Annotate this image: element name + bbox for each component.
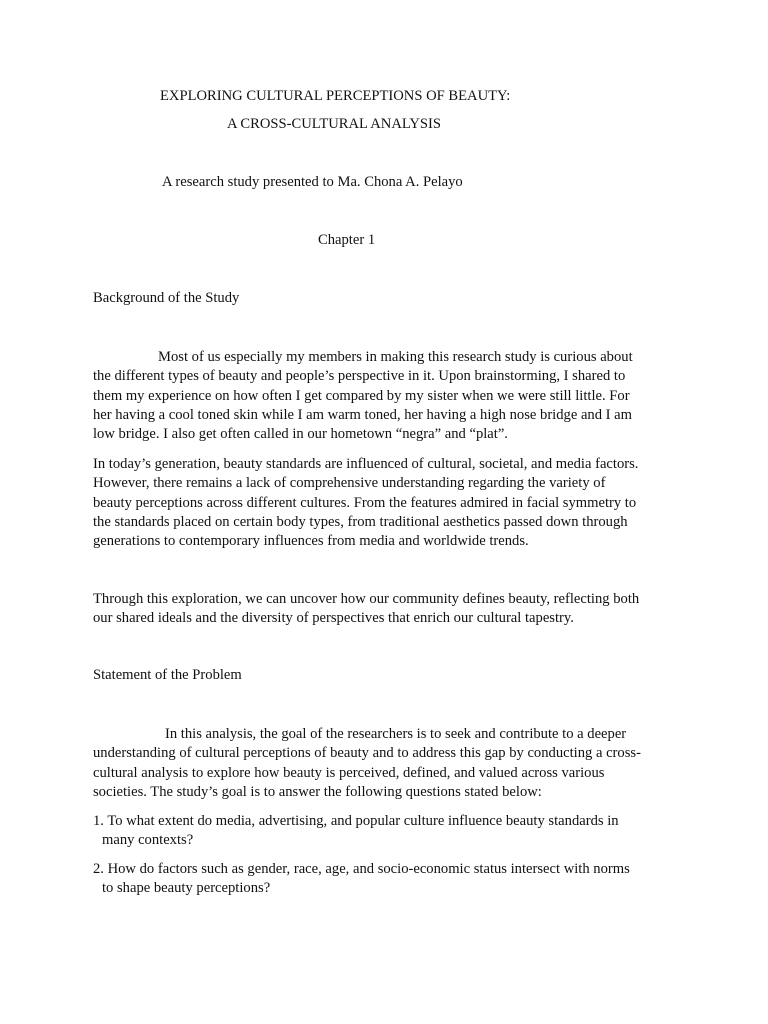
text-line: generations to contemporary influences from media and worldwide trends.: [93, 533, 529, 550]
text-line: In today’s generation, beauty standards are influenced of cultural, societal, and media factors.: [93, 456, 639, 472]
text-line: many contexts?: [102, 832, 194, 849]
text-line: them my experience on how often I get compared by my sister when we were still little. For: [93, 387, 630, 404]
text-line: our shared ideals and the diversity of perspectives that enrich our cultural tapestry.: [93, 610, 574, 627]
text-line: societies. The study’s goal is to answer the following questions stated below:: [93, 783, 542, 800]
title-line-2: A CROSS-CULTURAL ANALYSIS: [227, 116, 441, 132]
text-line: In this analysis, the goal of the researchers is to seek and contribute to a deeper: [165, 726, 627, 742]
problem-heading: Statement of the Problem: [93, 667, 242, 683]
problem-paragraph-1: [93, 725, 683, 802]
question-1: [93, 812, 683, 851]
presented-to-line: A research study presented to Ma. Chona A. Pelayo: [162, 174, 463, 190]
text-line: cultural analysis to explore how beauty is perceived, defined, and valued across various: [93, 764, 605, 781]
text-line: However, there remains a lack of comprehensive understanding regarding the variety of: [93, 475, 606, 492]
title-line-1: EXPLORING CULTURAL PERCEPTIONS OF BEAUTY:: [160, 88, 511, 104]
background-paragraph-1: [93, 348, 683, 444]
background-paragraph-2: [93, 455, 683, 551]
text-line: 1. To what extent do media, advertising, and popular culture influence beauty standards in: [93, 813, 619, 829]
chapter-heading: Chapter 1: [318, 232, 376, 248]
text-line: to shape beauty perceptions?: [102, 880, 271, 897]
text-line: understanding of cultural perceptions of beauty and to address this gap by conducting a cross-: [93, 745, 641, 762]
text-line: the different types of beauty and people’s perspective in it. Upon brainstorming, I shared to: [93, 368, 626, 385]
background-paragraph-3: [93, 590, 683, 629]
question-2: [93, 860, 683, 899]
text-line: Most of us especially my members in making this research study is curious about: [158, 349, 633, 365]
text-line: the standards placed on certain body types, from traditional aesthetics passed down through: [93, 513, 628, 530]
text-line: Through this exploration, we can uncover how our community defines beauty, reflecting both: [93, 591, 640, 607]
text-line: 2. How do factors such as gender, race, age, and socio-economic status intersect with norms: [93, 861, 630, 877]
background-heading: Background of the Study: [93, 290, 240, 306]
text-line: low bridge. I also get often called in our hometown “negra” and “plat”.: [93, 426, 508, 443]
text-line: beauty perceptions across different cultures. From the features admired in facial symmetry to: [93, 494, 637, 511]
text-line: her having a cool toned skin while I am warm toned, her having a high nose bridge and I am: [93, 406, 633, 423]
